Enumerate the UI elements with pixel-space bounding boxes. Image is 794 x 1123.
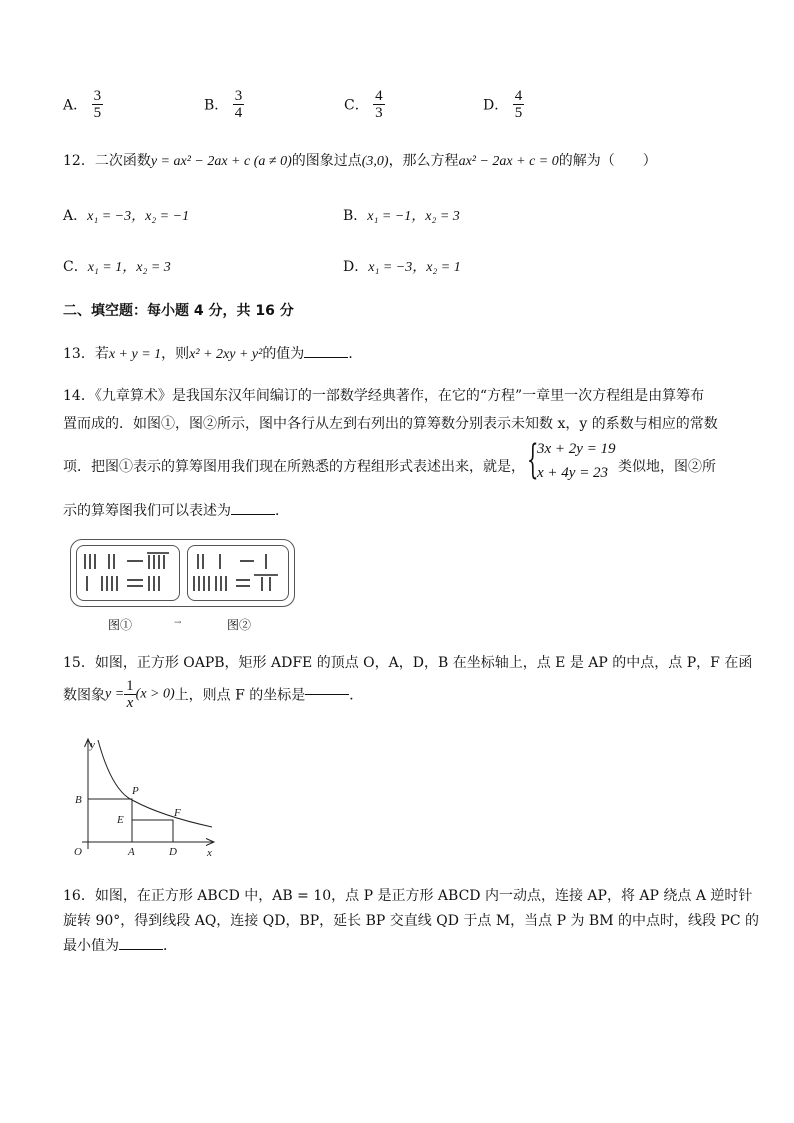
answer-blank[interactable]	[304, 357, 348, 358]
q11-options	[63, 88, 583, 132]
option-label: D．	[483, 97, 509, 114]
q14-line-2: 置而成的．如图①，图②所示，图中各行从左到右列出的算筹数分别表示未知数 x，y 的系数与相应的常数	[63, 416, 718, 432]
label-x: x	[207, 847, 212, 859]
option-label: A．	[63, 208, 88, 224]
q12-text: 的图象过点	[291, 153, 362, 169]
q12-point: (3,0)	[361, 154, 389, 169]
option-fraction: $\frac{3}{5}$	[93, 88, 102, 121]
label-o: O	[74, 846, 82, 858]
option-label: B．	[343, 208, 368, 224]
option-label: C．	[63, 259, 88, 275]
label-d: D	[169, 846, 177, 858]
function-domain: (x > 0)	[135, 686, 175, 702]
rod-figure-2	[187, 545, 289, 601]
q13-text: 若	[94, 346, 109, 362]
q14-line-4	[63, 500, 289, 520]
system-eq-2: x + 4y = 23	[537, 465, 609, 481]
q15-line-1: 15．如图，正方形 OAPB，矩形 ADFE 的顶点 O，A，D，B 在坐标轴上，点 E 是 AP 的中点，点 P，F 在函	[63, 655, 753, 671]
question-number: 12．	[63, 153, 95, 169]
answer-blank[interactable]	[305, 694, 349, 695]
system-brace: {	[527, 437, 539, 483]
label-b: B	[75, 794, 82, 806]
rod-figure-2-rods	[188, 546, 288, 600]
q14-line-1: 14．《九章算术》是我国东汉年间编订的一部数学经典著作，在它的“方程”一章里一次方程组是由算筹布	[63, 388, 705, 404]
q15-text: 数图象	[63, 687, 105, 704]
q12-text: 的解为（ ）	[558, 153, 657, 169]
answer-blank[interactable]	[119, 949, 163, 950]
function-lhs: y =	[105, 686, 125, 702]
q15-text: 上，则点 F 的坐标是	[174, 687, 306, 704]
q12-option-b	[343, 205, 460, 225]
option-fraction: $\frac{4}{5}$	[514, 88, 523, 121]
label-p: P	[132, 785, 139, 797]
equation-system	[527, 437, 617, 487]
rectangle-adfe	[132, 820, 173, 842]
q16-line-1: 16．如图，在正方形 ABCD 中，AB = 10，点 P 是正方形 ABCD 内一动点，连接 AP，将 AP 绕点 A 逆时针	[63, 888, 753, 904]
option-value: x₁ = 1，x₂ = 3	[87, 260, 171, 275]
fig2-caption: 图②	[227, 618, 252, 632]
answer-blank[interactable]	[231, 514, 275, 515]
option-label: A．	[63, 97, 88, 114]
label-f: F	[174, 807, 181, 819]
q16-text: 最小值为	[63, 938, 119, 954]
q12-option-c	[63, 256, 171, 276]
q12-stem	[63, 150, 657, 170]
square-oapb	[88, 799, 132, 842]
q13-text: ．	[348, 346, 363, 362]
label-a: A	[128, 846, 135, 858]
q15-text: ．	[349, 687, 364, 704]
q13-expression: x² + 2xy + y²	[189, 347, 263, 362]
rod-figure-1-rods	[77, 546, 179, 600]
option-value: x₁ = −1，x₂ = 3	[367, 209, 460, 224]
q12-text: ，那么方程	[388, 153, 459, 169]
q14-text: 示的算筹图我们可以表述为	[63, 503, 231, 519]
q13-text: ，则	[161, 346, 190, 362]
q12-text: 二次函数	[94, 153, 151, 169]
q11-option-c	[344, 88, 385, 121]
q13-text: 的值为	[262, 346, 305, 362]
caption-arrow: →	[174, 618, 182, 628]
section-heading: 二、填空题：每小题 4 分，共 16 分	[63, 303, 294, 319]
q12-option-d	[343, 256, 461, 276]
q12-option-a	[63, 205, 189, 225]
q12-equation: ax² − 2ax + c = 0	[458, 154, 559, 169]
label-y: y	[90, 739, 95, 751]
hyperbola-curve	[98, 740, 212, 827]
q15-line-2	[63, 678, 363, 711]
fig1-caption: 图①	[108, 618, 133, 632]
option-value: x₁ = −3，x₂ = −1	[87, 209, 190, 224]
rod-figure-1	[76, 545, 180, 601]
q11-option-d	[483, 88, 524, 121]
q16-text: ．	[163, 938, 177, 954]
q11-option-b	[204, 88, 244, 121]
option-label: B．	[204, 97, 229, 114]
q13	[63, 343, 362, 363]
option-label: C．	[344, 97, 369, 114]
option-fraction: $\frac{3}{4}$	[234, 88, 243, 121]
option-label: D．	[343, 259, 369, 275]
q14-line-3b: 类似地，图②所	[618, 459, 716, 475]
q14-line-3a: 项．把图①表示的算筹图用我们现在所熟悉的方程组形式表述出来，就是，	[63, 459, 525, 475]
label-e: E	[117, 814, 124, 826]
system-eq-1: 3x + 2y = 19	[537, 441, 616, 457]
q14-text: ．	[275, 503, 289, 519]
q13-condition: x + y = 1	[108, 347, 162, 362]
option-fraction: $\frac{4}{3}$	[375, 88, 383, 121]
question-number: 13．	[63, 346, 95, 362]
function-fraction: $\frac{1}{x}$	[126, 678, 134, 711]
q16-line-2: 旋转 90°，得到线段 AQ，连接 QD，BP，延长 BP 交直线 QD 于点 M，当点 P 为 BM 的中点时，线段 PC 的	[63, 913, 760, 929]
q15-graph	[62, 734, 222, 860]
option-value: x₁ = −3，x₂ = 1	[368, 260, 461, 275]
q12-function: y = ax² − 2ax + c (a ≠ 0)	[150, 154, 292, 169]
q16-line-3	[63, 935, 177, 955]
q11-option-a	[63, 88, 103, 121]
